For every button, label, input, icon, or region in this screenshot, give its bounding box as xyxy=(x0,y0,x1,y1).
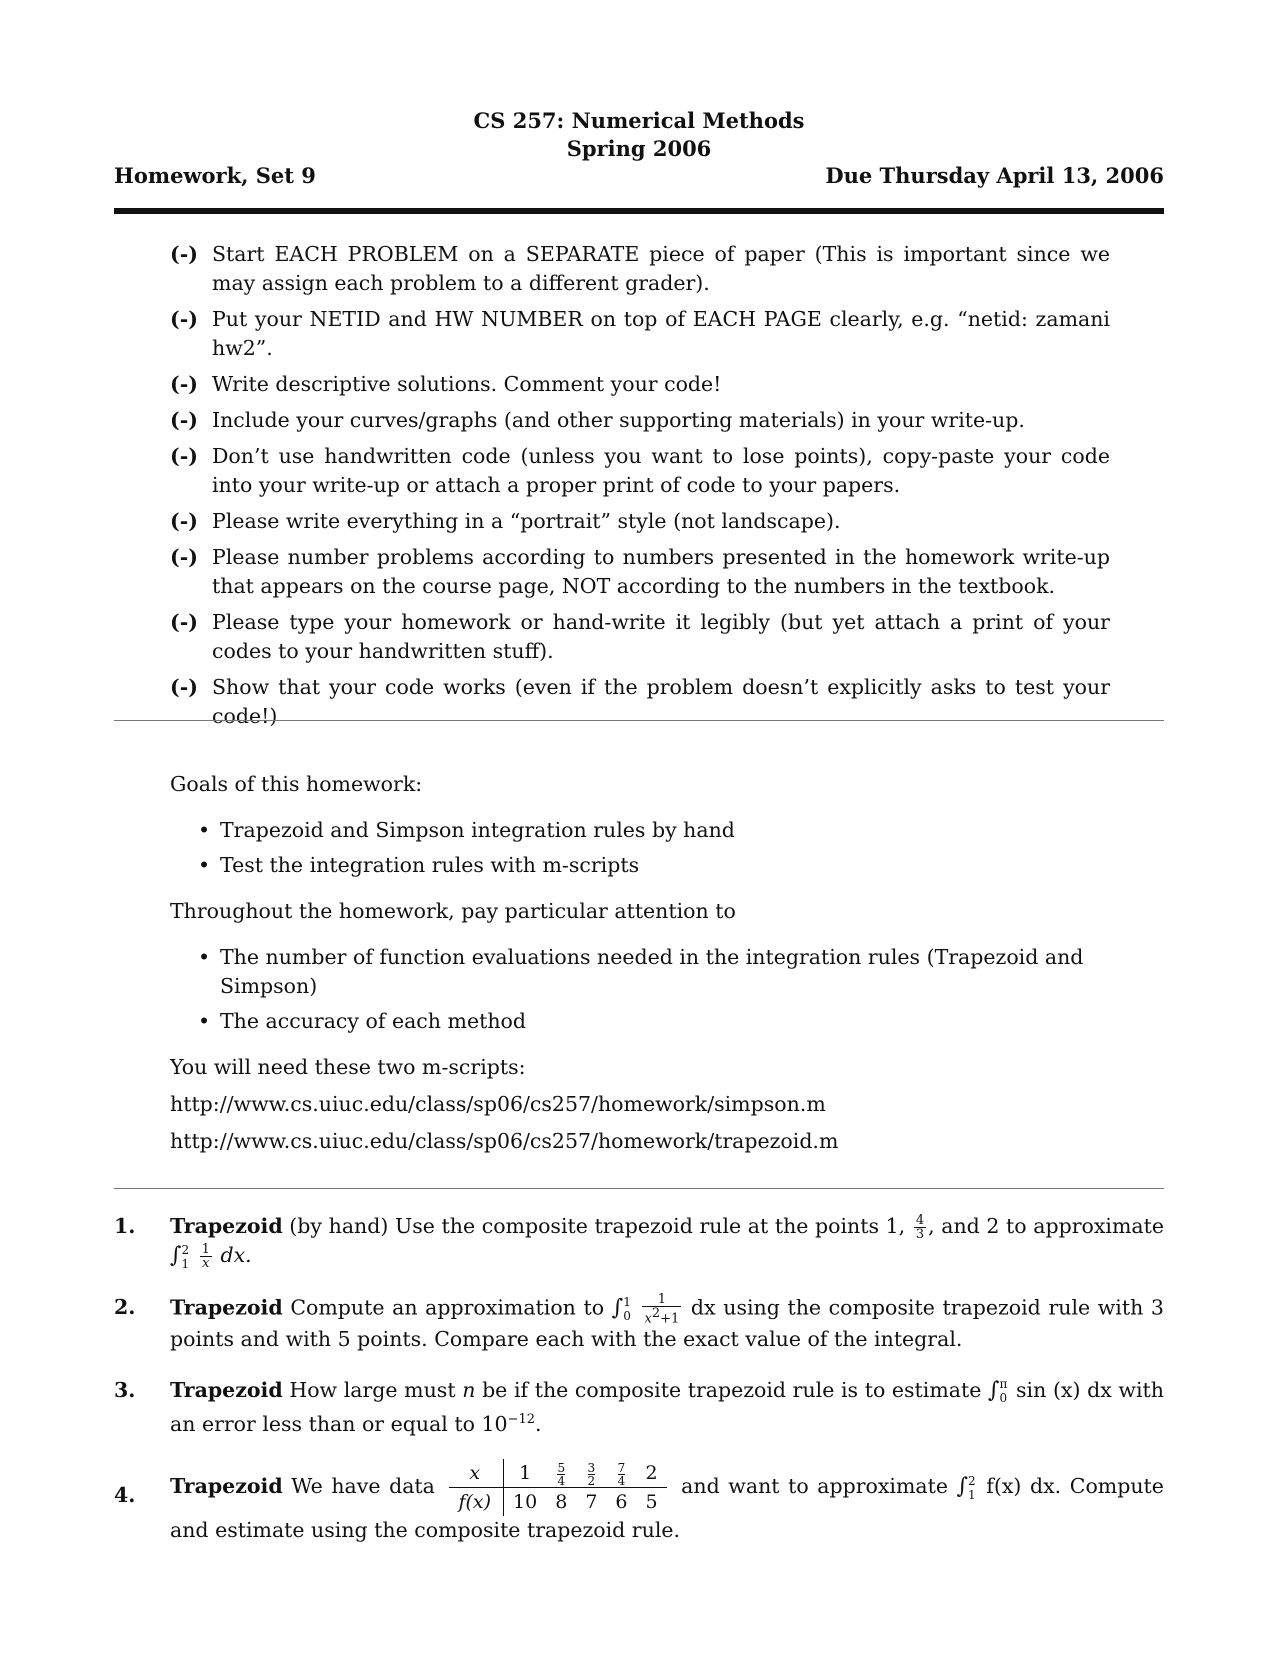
instruction-item xyxy=(170,608,1110,666)
problem-text: How large must xyxy=(289,1377,456,1402)
instruction-marker: (-) xyxy=(170,307,198,331)
integral-sign: ∫ xyxy=(170,1243,182,1268)
problem-text: . xyxy=(535,1412,542,1437)
upper-limit: 2 xyxy=(968,1473,976,1488)
goal-item xyxy=(170,851,1130,880)
goal-text: Trapezoid and Simpson integration rules by hand xyxy=(220,818,735,842)
problem-2 xyxy=(114,1293,1164,1354)
problem-title: Trapezoid xyxy=(170,1377,283,1402)
section-divider xyxy=(114,1188,1164,1189)
lower-limit: 1 xyxy=(181,1256,190,1271)
instruction-text: Please type your homework or hand-write it legibly (but yet attach a print of your codes to your handwritten stuff). xyxy=(212,610,1110,663)
table-cell: 6 xyxy=(615,1491,628,1514)
table-header-f: f(x) xyxy=(449,1488,503,1517)
table-cell: 5 xyxy=(645,1491,658,1514)
problem-number: 2. xyxy=(114,1294,136,1319)
instruction-marker: (-) xyxy=(170,242,198,266)
attention-text: The accuracy of each method xyxy=(220,1009,526,1033)
goal-item xyxy=(170,816,1130,845)
integral-limits xyxy=(1000,1377,1008,1405)
header-rule xyxy=(114,208,1164,214)
data-table xyxy=(449,1459,666,1516)
problem-title: Trapezoid xyxy=(170,1474,283,1499)
bullet-icon: • xyxy=(198,853,211,877)
instruction-marker: (-) xyxy=(170,675,198,699)
instruction-marker: (-) xyxy=(170,372,198,396)
table-cell: $\frac{5}{4}$ xyxy=(546,1459,576,1488)
instruction-text: Put your NETID and HW NUMBER on top of EACH PAGE clearly, e.g. “netid: zamani hw2”. xyxy=(212,307,1130,360)
integral-limits xyxy=(623,1295,631,1323)
problem-1 xyxy=(114,1212,1164,1271)
integrand-fraction xyxy=(642,1293,681,1325)
instruction-text: Please number problems according to numbers presented in the homework write-up that appears on the course page, NOT according to the numbers in the textbook. xyxy=(212,545,1110,598)
integrand-denominator: x xyxy=(202,1256,210,1271)
integrand-numerator: 1 xyxy=(201,1242,210,1257)
problem-3 xyxy=(114,1376,1164,1439)
bullet-icon: • xyxy=(198,1009,211,1033)
table-header-x: x xyxy=(449,1459,503,1488)
problem-text: , and 2 to approximate xyxy=(928,1214,1164,1238)
table-row xyxy=(449,1488,666,1517)
instruction-text: Include your curves/graphs (and other supporting materials) in your write-up. xyxy=(212,408,1025,432)
bullet-icon: • xyxy=(198,945,211,969)
instruction-item xyxy=(170,673,1110,731)
problems-section xyxy=(114,1212,1164,1545)
problem-text: (by hand) Use the composite trapezoid rule at the points 1, xyxy=(289,1214,906,1238)
integral-sign: ∫ xyxy=(956,1474,969,1500)
instruction-marker: (-) xyxy=(170,444,198,468)
table-cell: 8 xyxy=(555,1491,568,1514)
problem-number: 3. xyxy=(114,1377,136,1402)
table-cell: 1 xyxy=(504,1459,547,1488)
integrand-fraction xyxy=(200,1243,212,1270)
problem-title: Trapezoid xyxy=(170,1295,283,1320)
table-cell: $\frac{3}{2}$ xyxy=(576,1459,606,1488)
attention-item xyxy=(170,1007,1130,1036)
instruction-item xyxy=(170,543,1110,601)
instruction-item xyxy=(170,370,1110,399)
goals-intro: Goals of this homework: xyxy=(170,772,423,796)
lower-limit: 0 xyxy=(623,1308,631,1323)
instruction-text: Start EACH PROBLEM on a SEPARATE piece of paper (This is important since we may assign each problem to a different grader). xyxy=(212,242,1110,295)
goals-list xyxy=(170,816,1130,880)
problem-text: We have data xyxy=(291,1474,435,1499)
instruction-text: Show that your code works (even if the problem doesn’t explicitly asks to test your code!) xyxy=(212,675,1110,728)
problem-text: and want to approximate xyxy=(681,1474,948,1499)
due-date: Due Thursday April 13, 2006 xyxy=(825,163,1164,188)
goals-section xyxy=(170,770,1130,1156)
attention-intro: Throughout the homework, pay particular attention to xyxy=(170,899,736,923)
lower-limit: 0 xyxy=(999,1391,1008,1406)
upper-limit: π xyxy=(999,1377,1008,1392)
attention-item xyxy=(170,943,1130,1001)
problem-text: be if the composite trapezoid rule is to estimate xyxy=(482,1377,982,1402)
simpson-url[interactable]: http://www.cs.uiuc.edu/class/sp06/cs257/homework/simpson.m xyxy=(170,1092,826,1116)
problem-number: 4. xyxy=(114,1483,136,1508)
instruction-text: Please write everything in a “portrait” style (not landscape). xyxy=(212,509,841,533)
upper-limit: 2 xyxy=(181,1242,190,1257)
fraction xyxy=(914,1214,926,1241)
table-row xyxy=(449,1459,666,1488)
instruction-text: Don’t use handwritten code (unless you want to lose points), copy-paste your code into your write-up or attach a proper print of code to your papers. xyxy=(212,444,1110,497)
scripts-intro: You will need these two m-scripts: xyxy=(170,1055,526,1079)
instruction-marker: (-) xyxy=(170,509,198,533)
table-cell: $\frac{7}{4}$ xyxy=(606,1459,636,1488)
table-cell: 2 xyxy=(637,1459,667,1488)
goal-text: Test the integration rules with m-scripts xyxy=(220,853,640,877)
differential: dx. xyxy=(220,1243,252,1267)
problem-4 xyxy=(114,1459,1164,1545)
problem-title: Trapezoid xyxy=(170,1214,283,1238)
attention-text: The number of function evaluations needed in the integration rules (Trapezoid and Simpson) xyxy=(220,945,1084,998)
table-cell: 10 xyxy=(513,1491,538,1514)
course-title: CS 257: Numerical Methods xyxy=(473,108,805,133)
integral-sign: ∫ xyxy=(988,1377,1000,1403)
table-cell: 7 xyxy=(585,1491,598,1514)
instruction-marker: (-) xyxy=(170,545,198,569)
trapezoid-url[interactable]: http://www.cs.uiuc.edu/class/sp06/cs257/homework/trapezoid.m xyxy=(170,1129,839,1153)
problem-text: f(x) dx. Compute and estimate using the composite trapezoid rule. xyxy=(170,1474,1164,1543)
instruction-item xyxy=(170,406,1110,435)
instruction-item xyxy=(170,507,1110,536)
instruction-item xyxy=(170,305,1130,363)
fraction-denominator: 3 xyxy=(915,1227,925,1242)
fraction-numerator: 4 xyxy=(915,1213,925,1228)
exponent: −12 xyxy=(507,1412,535,1428)
integral-limits xyxy=(968,1474,976,1502)
bullet-icon: • xyxy=(198,818,211,842)
instruction-marker: (-) xyxy=(170,408,198,432)
instructions-list xyxy=(170,240,1130,738)
integral-sign: ∫ xyxy=(611,1295,624,1321)
problem-text: dx using the composite trapezoid rule with 3 points and with 5 points. Compare each with the exact value of the integral. xyxy=(170,1295,1164,1351)
instruction-text: Write descriptive solutions. Comment your code! xyxy=(212,372,722,396)
upper-limit: 1 xyxy=(623,1294,631,1309)
integral-limits xyxy=(181,1243,189,1271)
integrand-denominator: $x^2+1$ xyxy=(644,1305,680,1326)
term: Spring 2006 xyxy=(566,136,712,161)
integrand-numerator: 1 xyxy=(642,1293,681,1307)
variable-n: n xyxy=(462,1377,476,1402)
attention-list xyxy=(170,943,1130,1036)
problem-text: Compute an approximation to xyxy=(290,1295,605,1320)
instruction-item xyxy=(170,240,1110,298)
homework-set: Homework, Set 9 xyxy=(114,163,316,188)
problem-text: sin (x) dx with an error less than or equal to 10 xyxy=(170,1377,1164,1437)
instruction-item xyxy=(170,442,1110,500)
lower-limit: 1 xyxy=(968,1487,976,1502)
instruction-marker: (-) xyxy=(170,610,198,634)
section-divider xyxy=(114,720,1164,721)
problem-number: 1. xyxy=(114,1214,136,1238)
